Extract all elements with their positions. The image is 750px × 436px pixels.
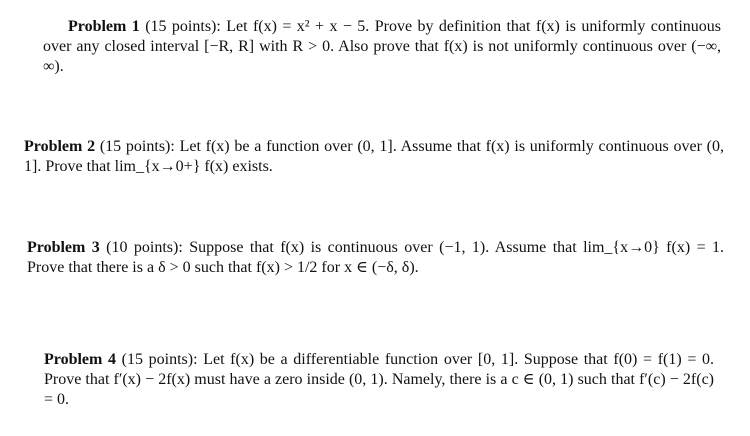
problem-2: [24, 137, 724, 177]
problem-2-heading: Problem 2: [24, 138, 96, 155]
problem-1-body: (15 points): Let f(x) = x² + x − 5. Prove by definition that f(x) is uniformly continuous over any closed interval [−R, R] with R > 0. Also prove that f(x) is not uniformly continuous over (−∞, ∞).: [43, 18, 722, 75]
problem-4-heading: Problem 4: [44, 351, 117, 368]
problem-4-body: (15 points): Let f(x) be a differentiable function over [0, 1]. Suppose that f(0) = f(1) = 0. Prove that f′(x) − 2f(x) must have a zero inside (0, 1). Namely, there is a c ∈ (0, 1) such that f′(c) − 2f(c) = 0.: [44, 351, 715, 408]
problem-3-body: (10 points): Suppose that f(x) is continuous over (−1, 1). Assume that lim_{x→0} f(x) = 1. Prove that there is a δ > 0 such that f(x) > 1/2 for x ∈ (−δ, δ).: [27, 239, 724, 276]
problem-1: [43, 17, 721, 77]
problem-3: [27, 238, 724, 278]
problem-3-heading: Problem 3: [27, 239, 100, 256]
problem-4: [44, 350, 714, 410]
problem-1-heading: Problem 1: [68, 18, 140, 35]
problem-2-body: (15 points): Let f(x) be a function over (0, 1]. Assume that f(x) is uniformly continuous over (0, 1]. Prove that lim_{x→0+} f(x) exists.: [24, 138, 725, 175]
